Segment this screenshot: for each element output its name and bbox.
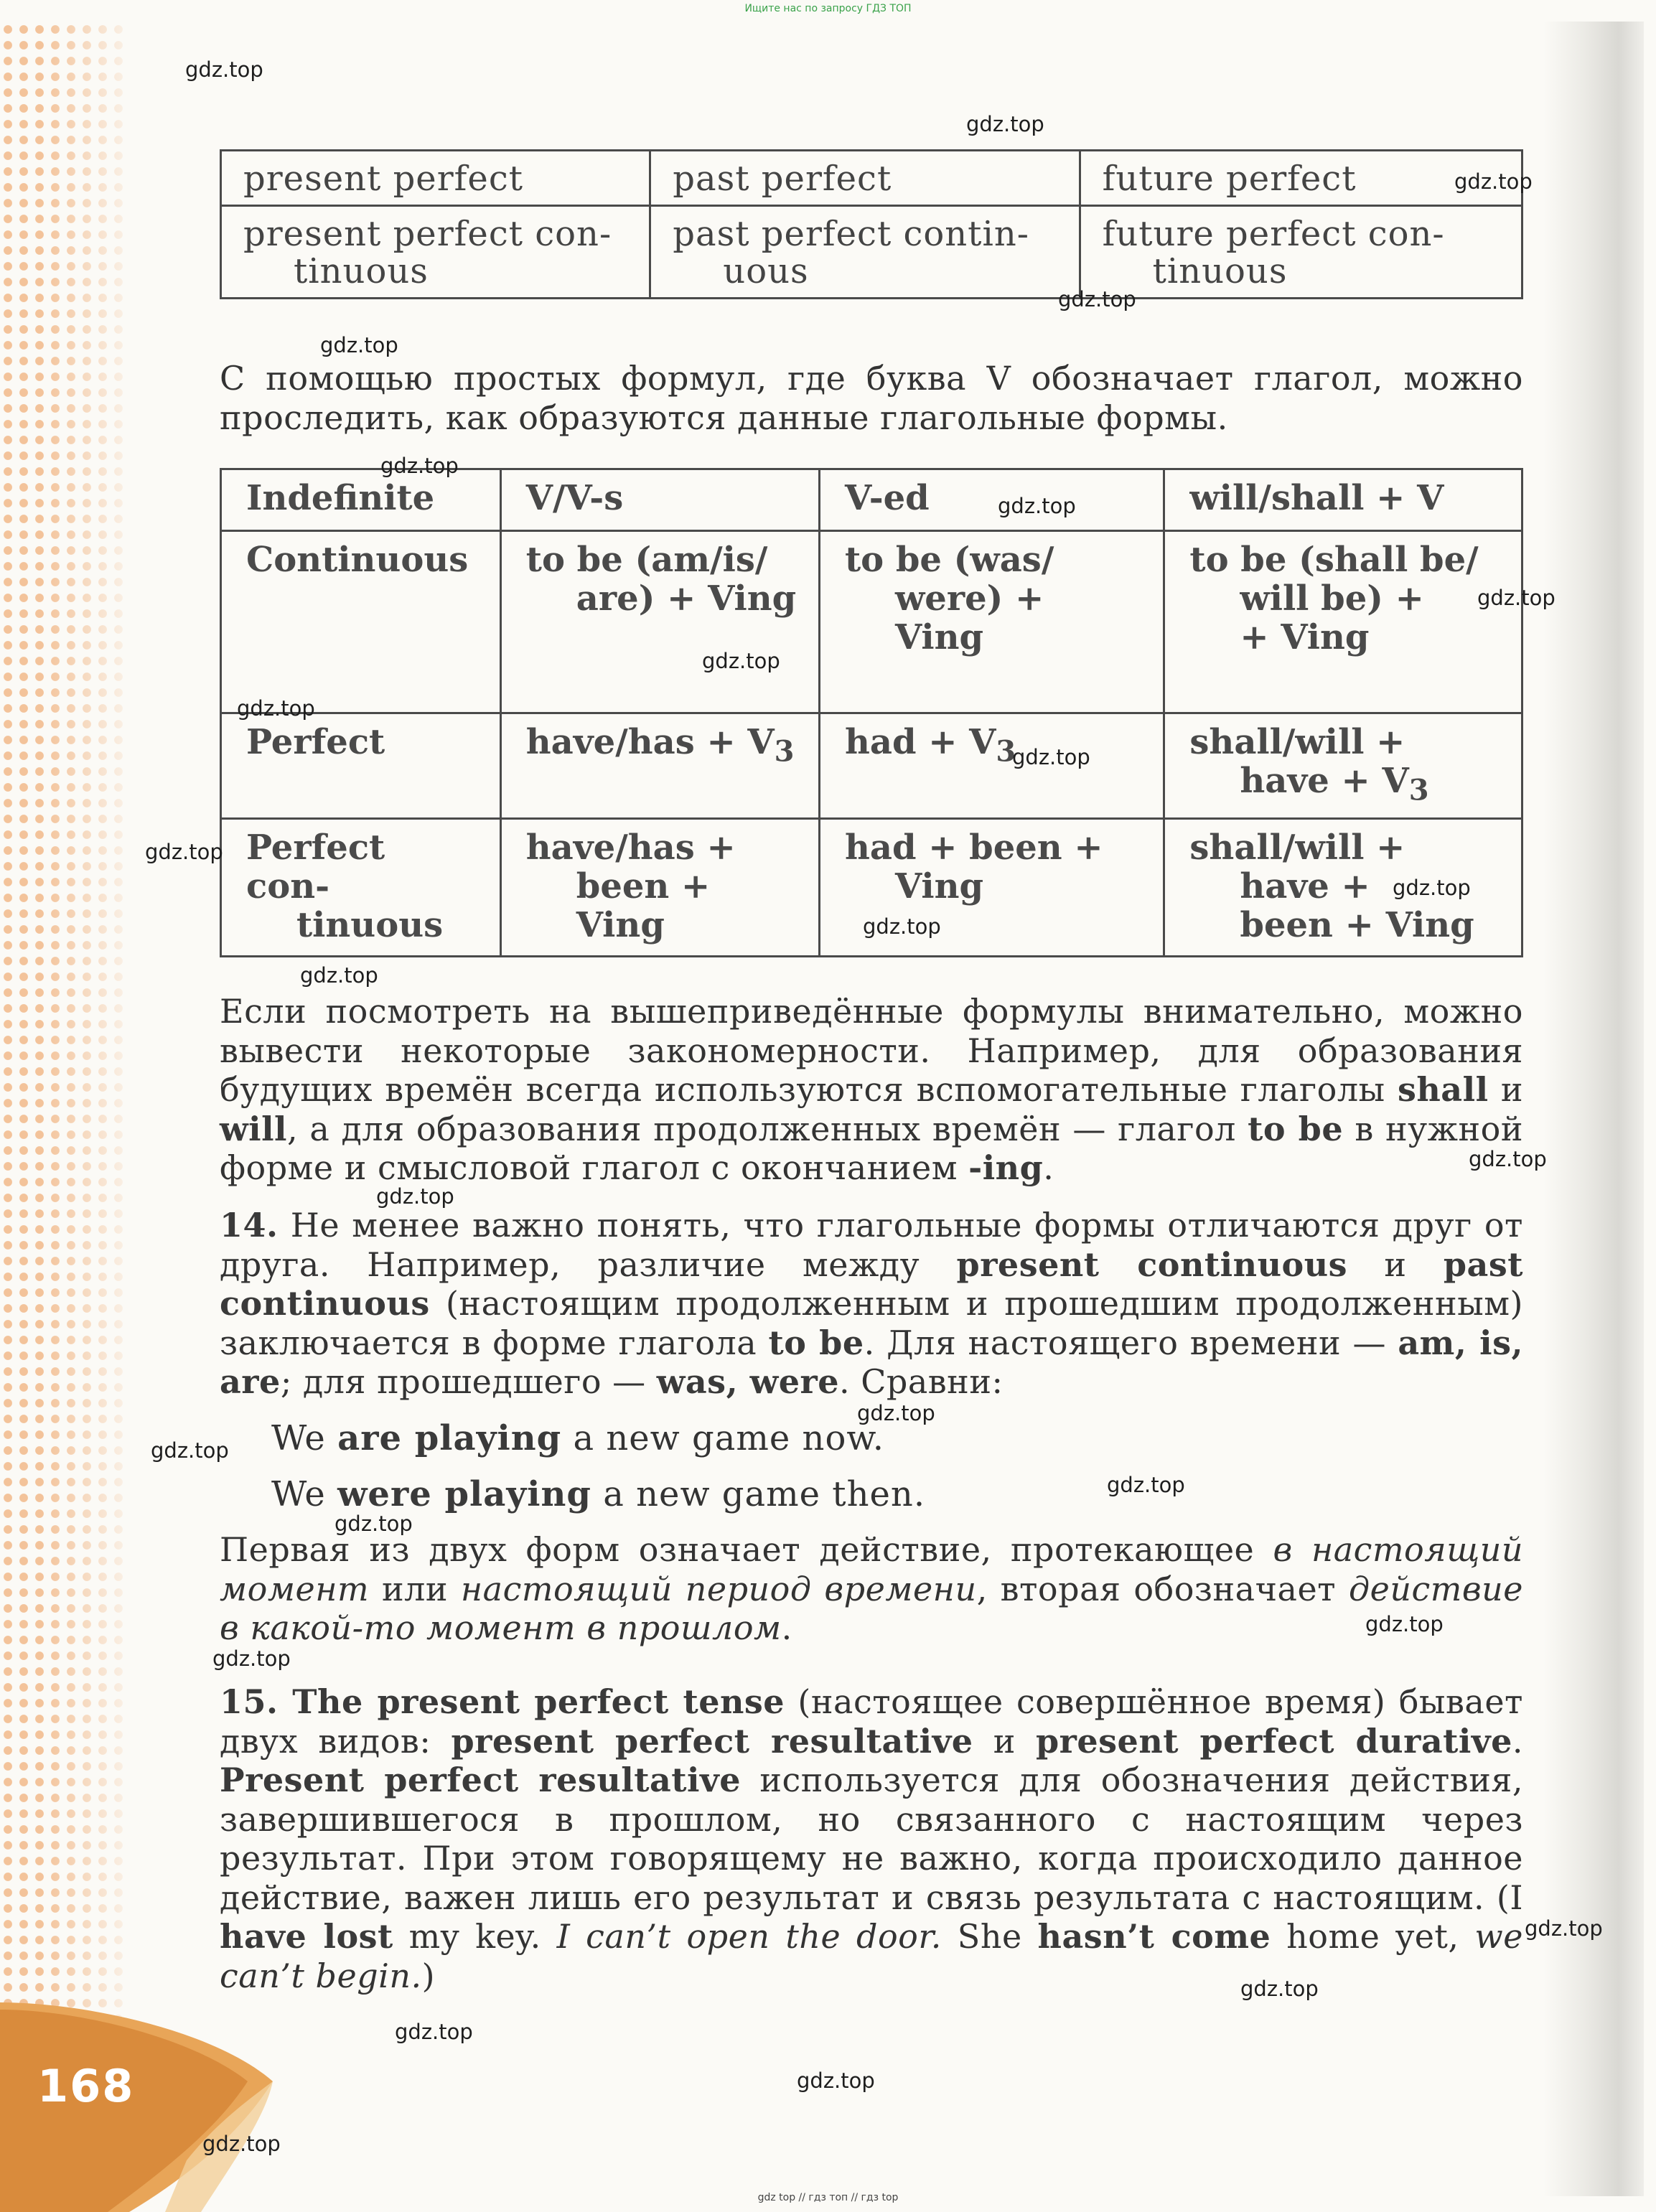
watermark: gdz.top: [1393, 876, 1471, 900]
watermark: gdz.top: [863, 914, 941, 939]
comparison-paragraph: Первая из двух форм означает действие, протекающее в настоящий момент или настоящий период времени, вторая обозначает действие в какой-то момент в прошлом.: [220, 1530, 1524, 1647]
table-row: [221, 713, 1522, 819]
table-cell: future perfect con- tinuous: [1080, 206, 1522, 299]
table-row: [221, 151, 1522, 206]
watermark: gdz.top: [998, 494, 1076, 518]
watermark: gdz.top: [202, 2132, 281, 2156]
watermark: gdz.top: [1469, 1147, 1547, 1171]
table-cell: Perfect: [221, 713, 501, 819]
table-cell: to be (was/ were) + Ving: [819, 531, 1164, 713]
table-cell: have/has + been + Ving: [500, 818, 819, 956]
table-cell: to be (shall be/ will be) + + Ving: [1164, 531, 1522, 713]
table-row: [221, 531, 1522, 713]
table-cell: Indefinite: [221, 469, 501, 531]
table-cell: Perfect con- tinuous: [221, 818, 501, 956]
watermark: gdz.top: [1454, 169, 1533, 194]
watermark: gdz.top: [966, 112, 1044, 136]
section-15-paragraph: 15. The present perfect tense (настоящее совершённое время) бывает двух видов: present perfect resultative и present perfect durative. Present perfect resultative используется для обозначения действия, завершившегося в прошлом, но связанного с настоящим через результат. При этом говорящему не важно, когда происходило данное действие, важен лишь его результат и связь результата с настоящим. (I have lost my key. I can’t open the door. She hasn’t come home yet, we can’t begin.): [220, 1682, 1524, 1995]
table-cell: will/shall + V: [1164, 469, 1522, 531]
watermark: gdz.top: [335, 1512, 413, 1536]
watermark: gdz.top: [376, 1184, 454, 1209]
watermark: gdz.top: [1240, 1977, 1319, 2001]
table-cell: present perfect con- tinuous: [221, 206, 650, 299]
watermark: gdz.top: [797, 2068, 875, 2093]
watermark: gdz.top: [185, 57, 263, 82]
bottom-note: gdz top // гдз топ // гдз top: [757, 2192, 899, 2203]
watermark: gdz.top: [320, 333, 398, 357]
example-sentence-past: We were playing a new game then.: [271, 1474, 926, 1514]
decorative-dot-fade: [43, 22, 144, 2017]
watermark: gdz.top: [1107, 1473, 1185, 1497]
table-cell: past perfect: [650, 151, 1080, 206]
watermark: gdz.top: [702, 649, 780, 673]
example-sentence-present: We are playing a new game now.: [271, 1418, 884, 1458]
watermark: gdz.top: [145, 840, 223, 864]
table-row: [221, 469, 1522, 531]
table-cell: present perfect: [221, 151, 650, 206]
table-cell: Continuous: [221, 531, 501, 713]
table-cell: shall/will + have + been + Ving: [1164, 818, 1522, 956]
book-spine-shadow: [1543, 22, 1644, 2196]
tense-formula-table: [220, 468, 1523, 957]
table-cell: have/has + $V_3$: [500, 713, 819, 819]
table-cell: future perfect: [1080, 151, 1522, 206]
watermark: gdz.top: [212, 1646, 291, 1671]
intro-paragraph: С помощью простых формул, где буква V обозначает глагол, можно проследить, как образуются данные глагольные формы.: [220, 359, 1523, 437]
watermark: gdz.top: [1012, 745, 1090, 769]
watermark: gdz.top: [300, 963, 378, 988]
table-cell: had + $V_3$: [819, 713, 1164, 819]
watermark: gdz.top: [1365, 1612, 1444, 1636]
watermark: gdz.top: [1058, 287, 1136, 311]
section-14-paragraph: 14. Не менее важно понять, что глагольные формы отличаются друг от друга. Например, различие между present continuous и past continuous (настоящим продолженным и прошедшим продолженным) заключается в форме глагола to be. Для настоящего времени — am, is, are; для прошедшего — was, were. Сравни:: [220, 1206, 1524, 1401]
table-cell: had + been + Ving: [819, 818, 1164, 956]
table-cell: past perfect contin- uous: [650, 206, 1080, 299]
patterns-paragraph: Если посмотреть на вышеприведённые формулы внимательно, можно вывести некоторые закономерности. Например, для образования будущих времён всегда используются вспомогательные глаголы shall и will, а для образования продолженных времён — глагол to be в нужной форме и смысловой глагол с окончанием -ing.: [220, 992, 1524, 1187]
table-row: [221, 206, 1522, 299]
watermark: gdz.top: [380, 454, 459, 478]
table-cell: to be (am/is/ are) + Ving: [500, 531, 819, 713]
watermark: gdz.top: [1525, 1916, 1603, 1941]
table-cell: V/V-s: [500, 469, 819, 531]
watermark: gdz.top: [857, 1401, 935, 1425]
page-number: 168: [37, 2060, 135, 2112]
watermark: gdz.top: [237, 696, 315, 721]
watermark: gdz.top: [395, 2020, 473, 2044]
table-cell: shall/will + have + $V_3$: [1164, 713, 1522, 819]
watermark: gdz.top: [151, 1438, 229, 1463]
tense-names-table: [220, 149, 1523, 299]
watermark: gdz.top: [1477, 586, 1556, 610]
top-note: Ищите нас по запросу ГДЗ ТОП: [744, 3, 912, 14]
table-cell: V-ed: [819, 469, 1164, 531]
